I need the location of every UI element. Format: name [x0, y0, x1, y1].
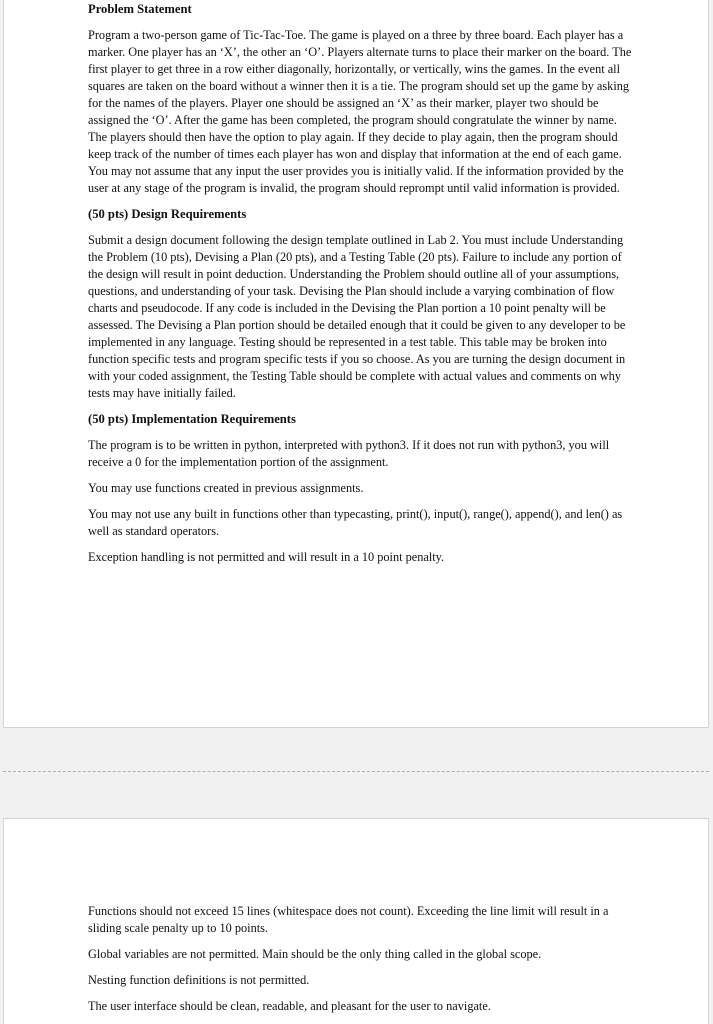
problem-statement-body: Program a two-person game of Tic-Tac-Toe. The game is played on a three by three board. Each player has a marker. One player has an ‘X’, the other an ‘O’. Players alternate turns to place their marker on the board. The first player to get three in a row either diagonally, horizontally, or vertically, wins the games. In the event all squares are taken on the board without a winner then it is a tie. The program should set up the game by asking for the names of the players. Player one should be assigned an ‘X’ as their marker, player two should be assigned the ‘O’. After the game has been completed, the program should congratulate the winner by name. The players should then have the option to play again. If they decide to play again, then the program should keep track of the number of times each player has won and display that information at the end of each game. You may not assume that any input the user provides you is initially valid. If the information provided by the user at any stage of the program is invalid, the program should reprompt until valid information is provided. — [88, 28, 632, 195]
implementation-paragraph: Exception handling is not permitted and will result in a 10 point penalty. — [88, 550, 445, 564]
requirement-paragraph: Nesting function definitions is not permitted. — [88, 973, 310, 987]
implementation-paragraph: You may use functions created in previous assignments. — [88, 481, 364, 495]
implementation-paragraph: You may not use any built in functions other than typecasting, print(), input(), range(), append(), and len() as well as standard operators. — [88, 507, 623, 538]
requirement-paragraph: Global variables are not permitted. Main should be the only thing called in the global scope. — [88, 947, 542, 961]
design-requirements-body: Submit a design document following the design template outlined in Lab 2. You must include Understanding the Problem (10 pts), Devising a Plan (20 pts), and a Testing Table (20 pts). Failure to include any portion of the design will result in point deduction. Understanding the Problem should outline all of your assumptions, questions, and understanding of your task. Devising the Plan should include a varying combination of flow charts and pseudocode. If any code is included in the Devising the Plan portion a 10 point penalty will be assessed. The Devising a Plan portion should be detailed enough that it could be given to any developer to be implemented in any language. Testing should be represented in a test table. This table may be broken into function specific tests and program specific tests if you so choose. As you are turning the design document in with your coded assignment, the Testing Table should be complete with actual values and comments on why tests may have initially failed. — [88, 233, 626, 400]
problem-statement-section — [88, 1, 633, 197]
problem-statement-heading: Problem Statement — [88, 2, 192, 16]
requirement-paragraph: Functions should not exceed 15 lines (whitespace does not count). Exceeding the line limit will result in a sliding scale penalty up to 10 points. — [88, 904, 609, 935]
document-page-1 — [3, 0, 709, 728]
design-requirements-heading: (50 pts) Design Requirements — [88, 207, 247, 221]
document-page-2 — [3, 818, 709, 1024]
page-1-content — [88, 1, 633, 575]
implementation-requirements-heading: (50 pts) Implementation Requirements — [88, 412, 296, 426]
page-break-divider — [3, 771, 709, 772]
requirement-paragraph: The user interface should be clean, readable, and pleasant for the user to navigate. — [88, 999, 491, 1013]
design-requirements-section — [88, 206, 633, 402]
page-2-content — [88, 903, 633, 1024]
implementation-paragraph: The program is to be written in python, interpreted with python3. If it does not run with python3, you will receive a 0 for the implementation portion of the assignment. — [88, 438, 610, 469]
implementation-requirements-section — [88, 411, 633, 566]
